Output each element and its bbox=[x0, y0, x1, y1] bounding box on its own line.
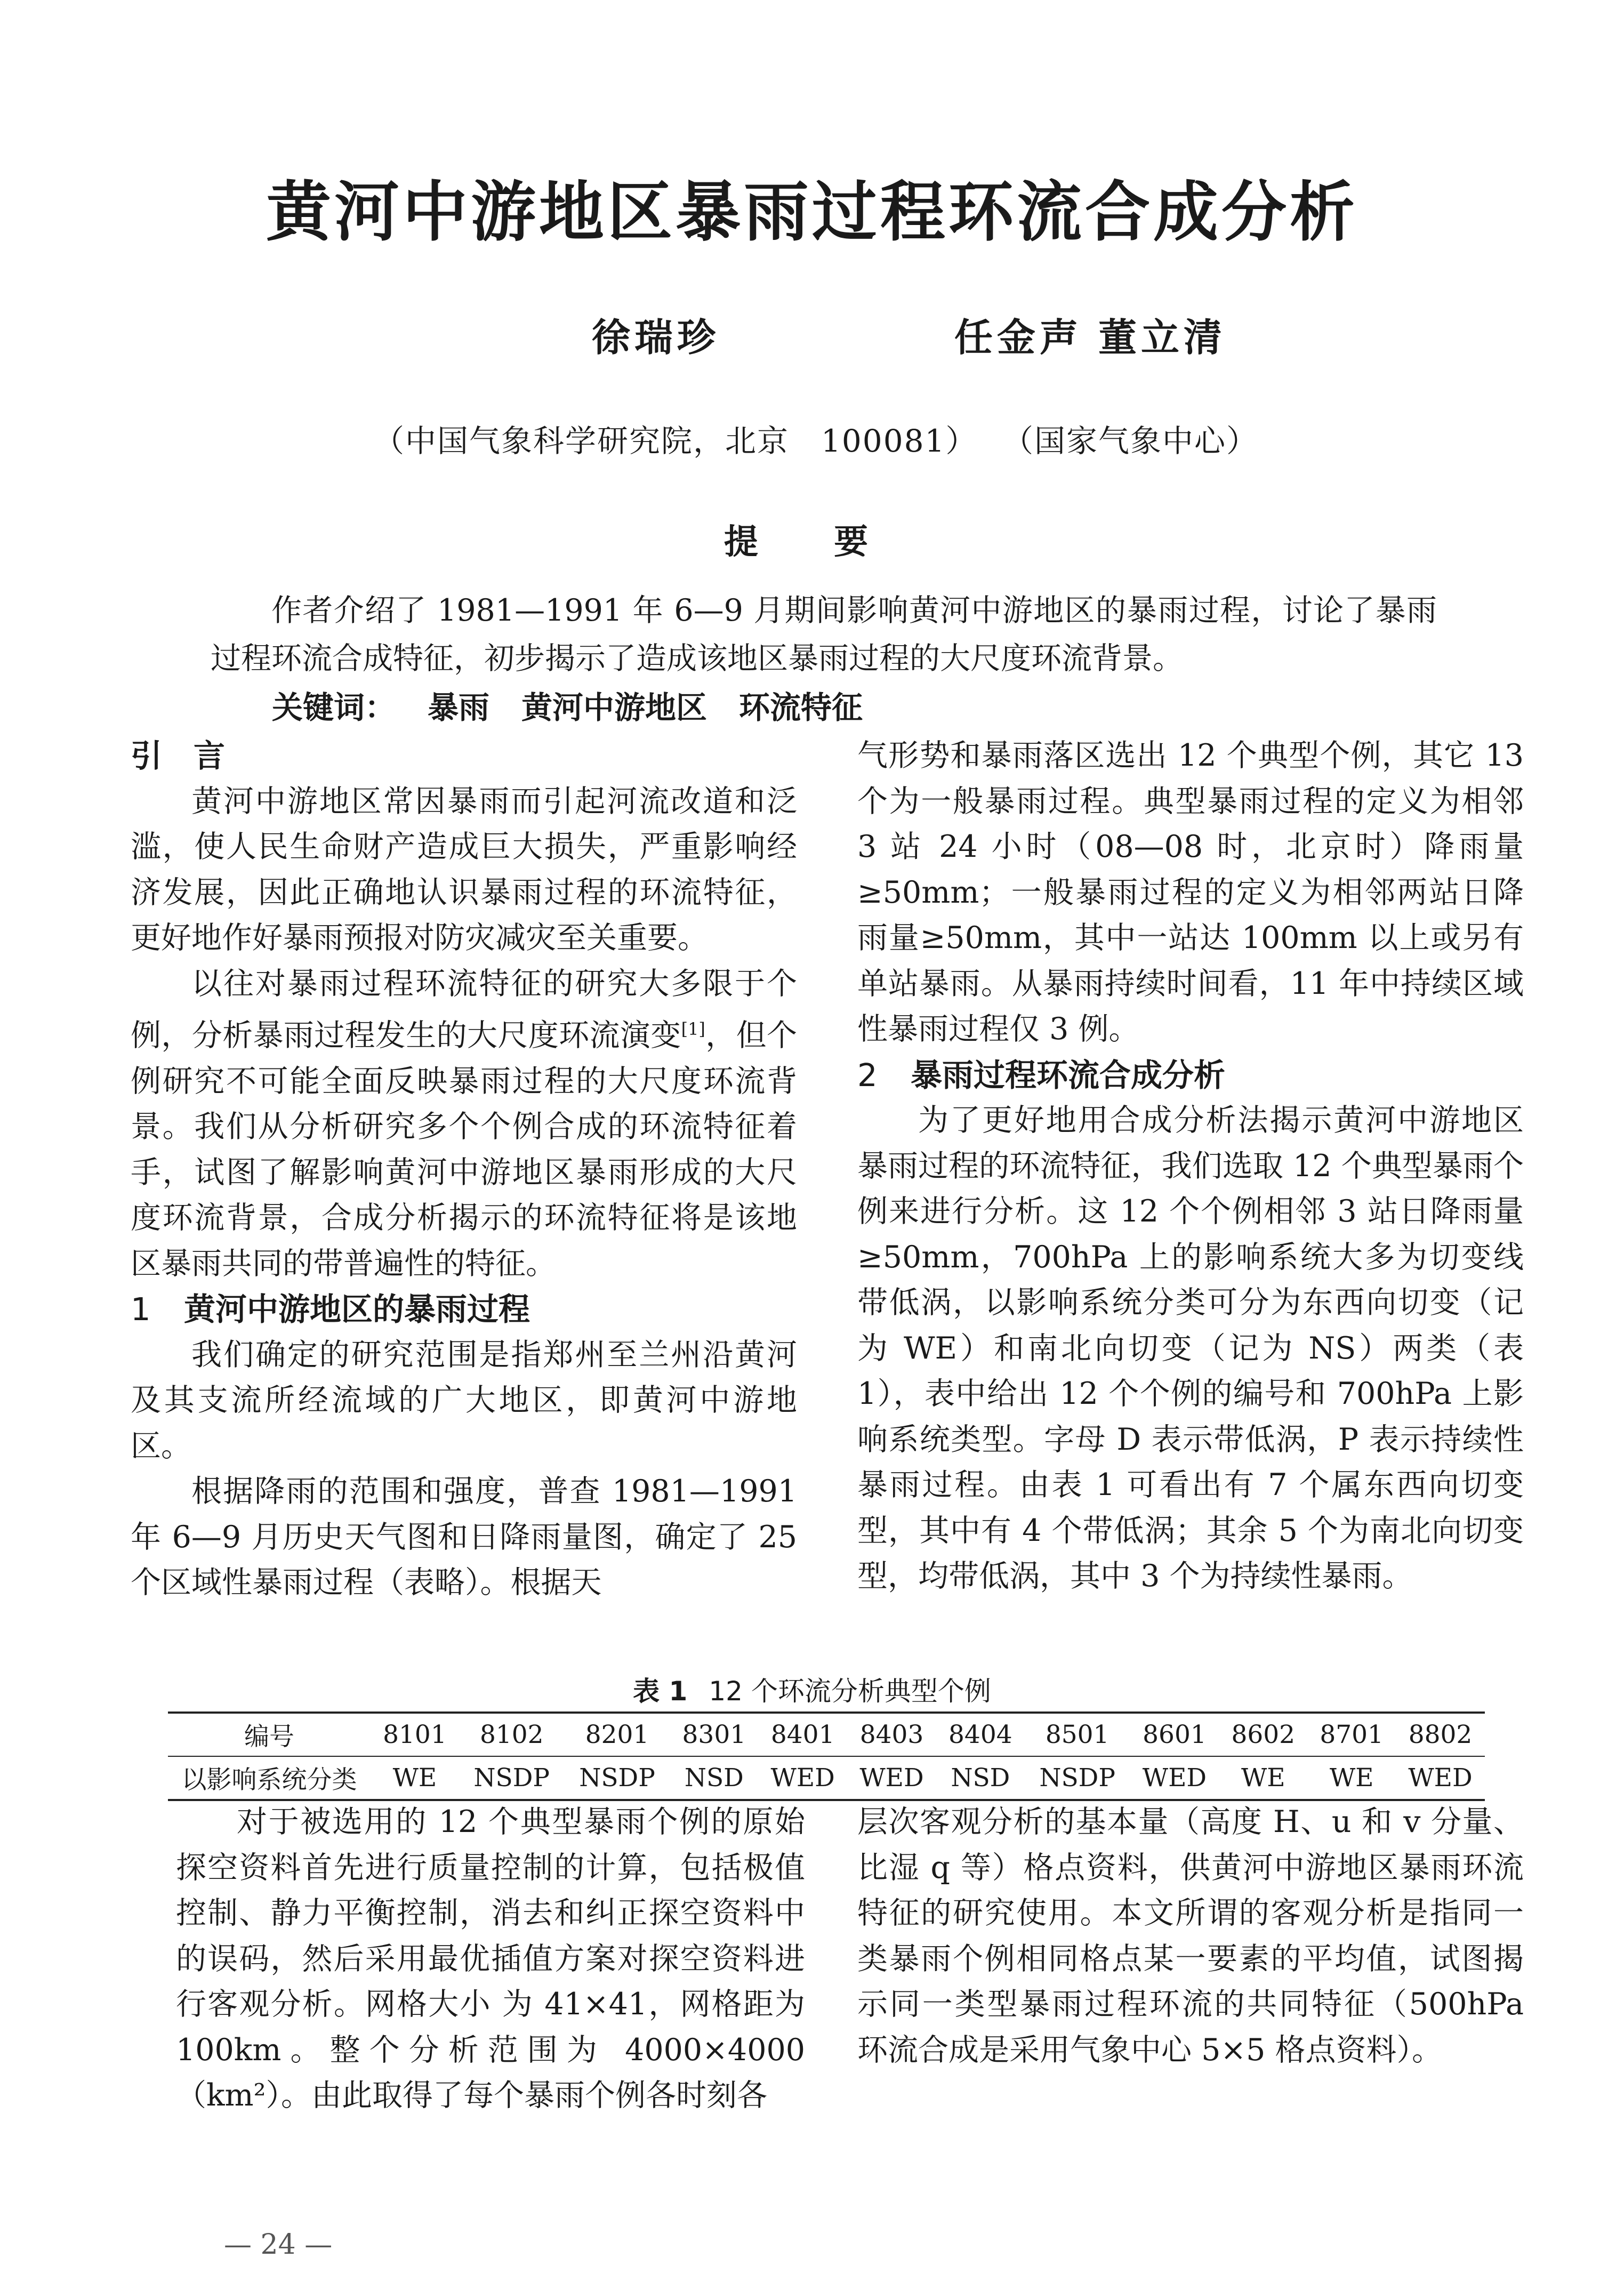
table-1 bbox=[168, 1711, 1485, 1801]
keyword: 黄河中游地区 bbox=[521, 689, 708, 726]
section-heading-intro: 引 言 bbox=[131, 737, 226, 774]
paper-title: 黄河中游地区暴雨过程环流合成分析 bbox=[266, 174, 1358, 250]
table-cell: 8601 bbox=[1130, 1713, 1219, 1756]
author-2: 任金声 bbox=[954, 315, 1083, 360]
section-heading-2: 2 暴雨过程环流合成分析 bbox=[857, 1056, 1226, 1094]
table-cell: WED bbox=[1396, 1756, 1485, 1800]
keywords-line bbox=[272, 682, 895, 727]
table-cell: 8802 bbox=[1396, 1713, 1485, 1756]
right-column-top bbox=[857, 733, 1524, 1600]
table-cell: 8301 bbox=[670, 1713, 758, 1756]
table-cell: 8701 bbox=[1307, 1713, 1396, 1756]
table-cell: NSDP bbox=[1025, 1756, 1130, 1800]
paragraph: 我们确定的研究范围是指郑州至兰州沿黄河及其支流所经流域的广大地区，即黄河中游地区。 bbox=[131, 1337, 797, 1464]
table-cell: NSD bbox=[936, 1756, 1025, 1800]
left-column-top bbox=[131, 733, 797, 1606]
table-row-header: 编号 bbox=[168, 1713, 371, 1756]
table-cell: NSDP bbox=[565, 1756, 670, 1800]
table-cell: NSDP bbox=[459, 1756, 565, 1800]
table-cell: 8201 bbox=[565, 1713, 670, 1756]
table-cell: 8404 bbox=[936, 1713, 1025, 1756]
table-row bbox=[168, 1756, 1485, 1800]
keyword: 暴雨 bbox=[428, 689, 490, 726]
table-caption: 表 1 12 个环流分析典型个例 bbox=[633, 1676, 991, 1707]
author-1: 徐瑞珍 bbox=[592, 315, 720, 360]
table-cell: 8403 bbox=[847, 1713, 936, 1756]
page-number: — 24 — bbox=[224, 2229, 333, 2261]
paragraph: 气形势和暴雨落区选出 12 个典型个例，其它 13 个为一般暴雨过程。典型暴雨过程的定义为相邻 3 站 24 小时（08—08 时，北京时）降雨量≥50mm；一般暴雨过程的定义为相邻两站日降雨量≥50mm，其中一站达 100mm 以上或另有单站暴雨。从暴雨持续时间看，11 年中持续区域性暴雨过程仅 3 例。 bbox=[857, 738, 1524, 1047]
keywords-label: 关键词： bbox=[272, 689, 396, 726]
abstract-heading: 提 要 bbox=[723, 523, 901, 562]
right-column-bottom bbox=[857, 1799, 1524, 2073]
paragraph: 为了更好地用合成分析法揭示黄河中游地区暴雨过程的环流特征，我们选取 12 个典型暴雨个例来进行分析。这 12 个个例相邻 3 站日降雨量≥50mm，700hPa 上的影响系统大多为切变线带低涡，以影响系统分类可分为东西向切变（记为 WE）和南北向切变（记为 NS）两类（表 1），表中给出 12 个个例的编号和 700hPa 上影响系统类型。字母 D 表示带低涡，P 表示持续性暴雨过程。由表 1 可看出有 7 个属东西向切变型，其中有 4 个带低涡；其余 5 个为南北向切变型，均带低涡，其中 3 个为持续性暴雨。 bbox=[857, 1103, 1524, 1594]
table-cell: WE bbox=[1219, 1756, 1307, 1800]
table-cell: WE bbox=[1307, 1756, 1396, 1800]
paragraph: 根据降雨的范围和强度，普查 1981—1991 年 6—9 月历史天气图和日降雨量图，确定了 25 个区域性暴雨过程（表略）。根据天 bbox=[131, 1474, 797, 1600]
table-cell: 8501 bbox=[1025, 1713, 1130, 1756]
table-cell: 8101 bbox=[371, 1713, 459, 1756]
table-cell: WED bbox=[1130, 1756, 1219, 1800]
table-cell: 8102 bbox=[459, 1713, 565, 1756]
section-heading-1: 1 黄河中游地区的暴雨过程 bbox=[131, 1291, 530, 1328]
keyword: 环流特征 bbox=[739, 689, 863, 726]
paragraph: 对于被选用的 12 个典型暴雨个例的原始探空资料首先进行质量控制的计算，包括极值控制、静力平衡控制，消去和纠正探空资料中的误码，然后采用最优插值方案对探空资料进行客观分析。网格大小 为 41×41，网格距为 100km。整个分析范围为 4000×4000（km²）。由此取得了每个暴雨个例各时刻各 bbox=[176, 1804, 805, 2113]
citation-ref: [1] bbox=[681, 1019, 705, 1039]
author-3: 董立清 bbox=[1098, 315, 1227, 360]
affiliation-1: （中国气象科学研究院，北京 100081） bbox=[373, 423, 978, 459]
table-cell: WED bbox=[758, 1756, 847, 1800]
table-cell: NSD bbox=[670, 1756, 758, 1800]
table-cell: 8401 bbox=[758, 1713, 847, 1756]
affiliation-2: （国家气象中心） bbox=[1002, 423, 1259, 459]
paragraph: 层次客观分析的基本量（高度 H、u 和 v 分量、比湿 q 等）格点资料，供黄河中游地区暴雨环流特征的研究使用。本文所谓的客观分析是指同一类暴雨个例相同格点某一要素的平均值，试图揭示同一类型暴雨过程环流的共同特征（500hPa 环流合成是采用气象中心 5×5 格点资料）。 bbox=[857, 1804, 1524, 2068]
paragraph: 以往对暴雨过程环流特征的研究大多限于个例，分析暴雨过程发生的大尺度环流演变[1]，但个例研究不可能全面反映暴雨过程的大尺度环流背景。我们从分析研究多个个例合成的环流特征着手，试图了解影响黄河中游地区暴雨形成的大尺度环流背景，合成分析揭示的环流特征将是该地区暴雨共同的带普遍性的特征。 bbox=[131, 966, 798, 1281]
abstract-text: 作者介绍了 1981—1991 年 6—9 月期间影响黄河中游地区的暴雨过程，讨论了暴雨过程环流合成特征，初步揭示了造成该地区暴雨过程的大尺度环流背景。 bbox=[211, 593, 1437, 676]
table-row bbox=[168, 1713, 1485, 1756]
table-row-header: 以影响系统分类 bbox=[168, 1756, 371, 1800]
paragraph: 黄河中游地区常因暴雨而引起河流改道和泛滥，使人民生命财产造成巨大损失，严重影响经济发展，因此正确地认识暴雨过程的环流特征，更好地作好暴雨预报对防灾减灾至关重要。 bbox=[131, 783, 797, 955]
left-column-bottom bbox=[176, 1799, 805, 2119]
table-cell: WED bbox=[847, 1756, 936, 1800]
table-cell: 8602 bbox=[1219, 1713, 1307, 1756]
table-cell: WE bbox=[371, 1756, 459, 1800]
